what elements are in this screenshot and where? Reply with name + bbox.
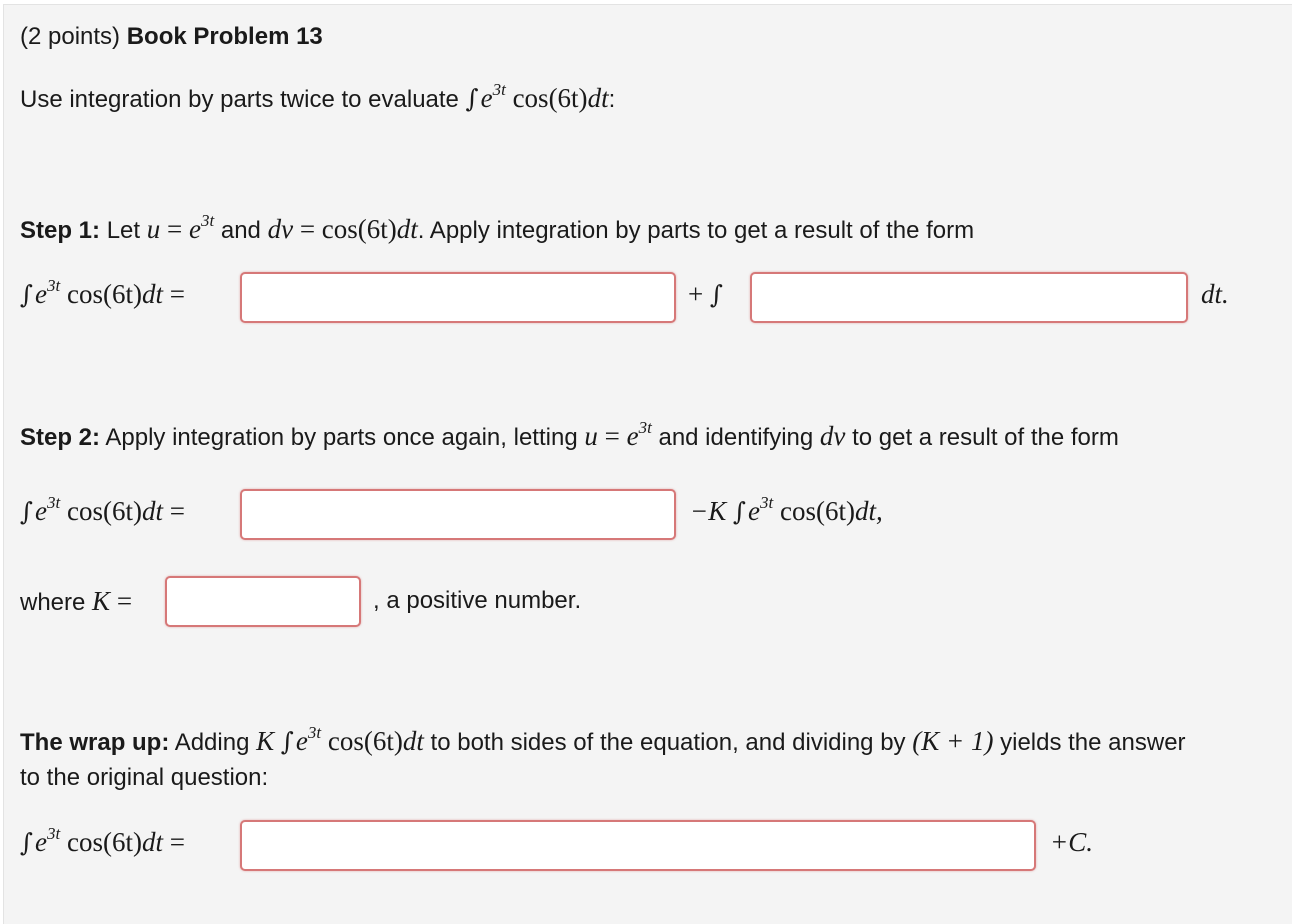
where-text: where (20, 589, 86, 616)
step2-dv: dv (819, 421, 846, 451)
intro-text: Use integration by parts twice to evaluate (20, 86, 459, 113)
step1-and: and (220, 217, 261, 244)
step1-dt-end: dt. (1201, 279, 1229, 309)
wrapup-plus-c: +C. (1050, 827, 1093, 857)
wrapup-line (20, 723, 1186, 758)
k-value-input[interactable] (165, 576, 361, 627)
intro-integral: $\int e^{3t}$ cos(6t)dt (465, 80, 609, 113)
wrapup-k-integral: K $\int e^{3t}$ cos(6t)dt (256, 723, 424, 756)
wrapup-line2: to the original question: (20, 764, 269, 791)
step2-lhs: $\int e^{3t}$ cos(6t)dt = (20, 493, 185, 526)
problem-header (20, 22, 323, 52)
intro-colon: : (608, 86, 616, 113)
wrapup-lhs: $\int e^{3t}$ cos(6t)dt = (20, 824, 185, 857)
step2-text-c: to get a result of the form (852, 424, 1119, 451)
where-after: , a positive number. (373, 587, 582, 614)
step1-integrand-input[interactable] (750, 272, 1188, 323)
step2-rhs-tail: −K $\int e^{3t}$ cos(6t)dt, (690, 493, 883, 526)
step1-dv-def: dv = cos(6t)dt (267, 214, 418, 244)
step1-label: Step 1: (20, 217, 101, 244)
wrapup-label: The wrap up: (20, 729, 170, 756)
step1-plus-integral: + ∫ (688, 279, 724, 309)
step2-text-a: Apply integration by parts once again, letting (105, 424, 578, 451)
step1-u-def: $u = e^{3t}$ (146, 211, 215, 244)
step1-line (20, 211, 975, 246)
wrapup-text-c: yields the answer (1000, 729, 1186, 756)
problem-title: Book Problem 13 (126, 23, 323, 50)
wrapup-paren: (K + 1) (912, 726, 994, 756)
step1-rest: . Apply integration by parts to get a result of the form (417, 217, 975, 244)
step2-text-b: and identifying (658, 424, 814, 451)
final-answer-input[interactable] (240, 820, 1036, 871)
step2-line (20, 418, 1119, 453)
where-k-symbol: K = (92, 586, 133, 616)
points-label: (2 points) (20, 23, 121, 50)
wrapup-text-a: Adding (174, 729, 250, 756)
step2-first-term-input[interactable] (240, 489, 676, 540)
step1-lhs: $\int e^{3t}$ cos(6t)dt = (20, 276, 185, 309)
intro-line (20, 80, 616, 115)
step2-u-def: $u = e^{3t}$ (584, 418, 652, 451)
wrapup-text-b: to both sides of the equation, and dividing by (430, 729, 906, 756)
step1-first-term-input[interactable] (240, 272, 676, 323)
where-k-line (20, 586, 132, 618)
step2-label: Step 2: (20, 424, 101, 451)
step1-let: Let (106, 217, 141, 244)
